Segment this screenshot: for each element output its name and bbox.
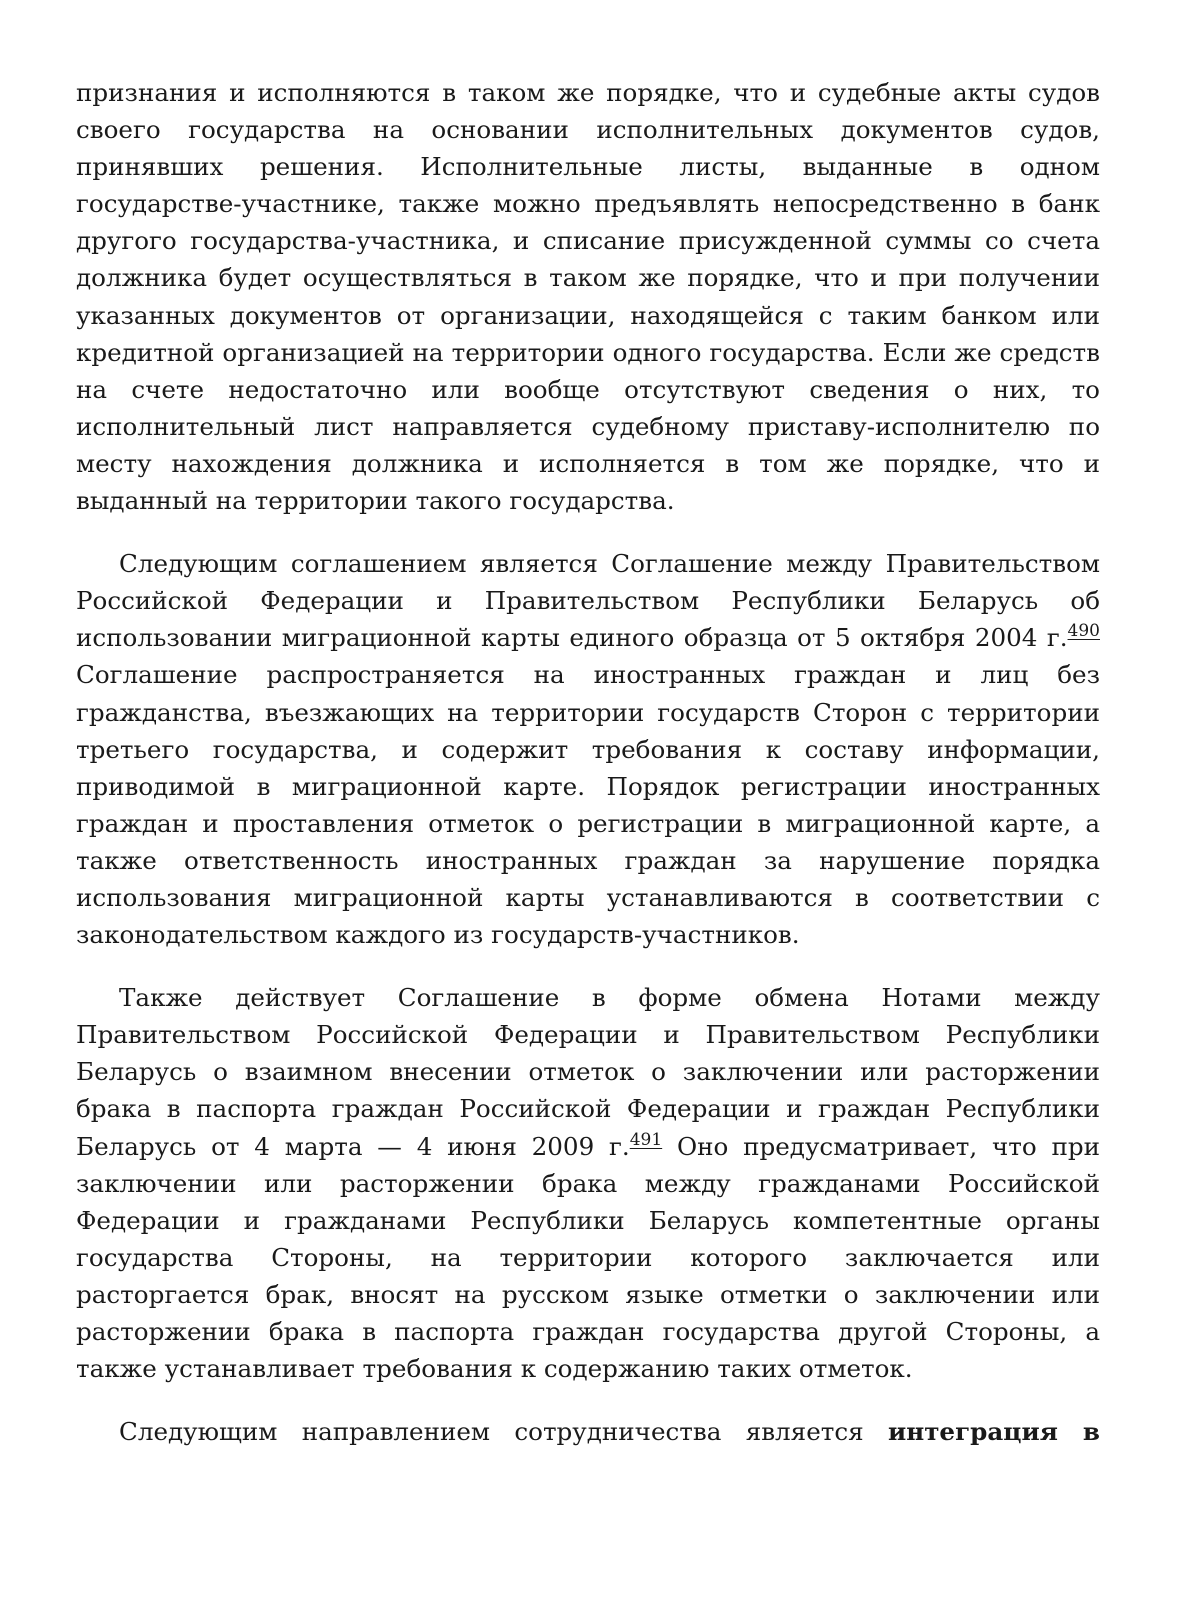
footnote-link-490[interactable]: 490 xyxy=(1067,621,1100,642)
paragraph-text: Также действует Соглашение в форме обмена Нотами между Правительством Российской Федерации и Правительством Республики Беларусь о взаимном внесении отметок о заключении или расторжении брака в паспорта граждан Российской Федерации и граждан Республики Беларусь от 4 марта — 4 июня 2009 г. xyxy=(76,983,1100,1161)
footnote-link-491[interactable]: 491 xyxy=(629,1129,663,1150)
document-page xyxy=(76,74,1100,1450)
bold-term: интеграция в xyxy=(887,1417,1101,1447)
paragraph-migration-card-agreement xyxy=(76,545,1100,953)
paragraph-text: Соглашение распространяется на иностранных граждан и лиц без гражданства, въезжающих на территории государств Сторон с территории третьего государства, и содержит требования к составу информации, приводимой в миграционной карте. Порядок регистрации иностранных граждан и проставления отметок о регистрации в миграционной карте, а также ответственность иностранных граждан за нарушение порядка использования миграционной карты устанавливаются в соответствии с законодательством каждого из государств-участников. xyxy=(76,660,1100,950)
paragraph-text: Оно предусматривает, что при заключении или расторжении брака между гражданами Российской Федерации и гражданами Республики Беларусь компетентные органы государства Стороны, на территории которого заключается или расторгается брак, вносят на русском языке отметки о заключении или расторжении брака в паспорта граждан государства другой Стороны, а также устанавливает требования к содержанию таких отметок. xyxy=(76,1131,1100,1384)
paragraph-text: признания и исполняются в таком же порядке, что и судебные акты судов своего государства на основании исполнительных документов судов, принявших решения. Исполнительные листы, выданные в одном государстве-участнике, также можно предъявлять непосредственно в банк другого государства-участника, и списание присужденной суммы со счета должника будет осуществляться в таком же порядке, что и при получении указанных документов от организации, находящейся с таким банком или кредитной организацией на территории одного государства. Если же средств на счете недостаточно или вообще отсутствуют сведения о них, то исполнительный лист направляется судебному приставу-исполнителю по месту нахождения должника и исполняется в том же порядке, что и выданный на территории такого государства. xyxy=(76,78,1100,516)
paragraph-cooperation-direction xyxy=(76,1413,1100,1450)
paragraph-text: Следующим направлением сотрудничества является xyxy=(119,1417,888,1447)
paragraph-marriage-notes-agreement xyxy=(76,979,1100,1387)
paragraph-text: Следующим соглашением является Соглашение между Правительством Российской Федерации и Правительством Республики Беларусь об использовании миграционной карты единого образца от 5 октября 2004 г. xyxy=(76,549,1100,653)
paragraph-continuation xyxy=(76,74,1100,519)
